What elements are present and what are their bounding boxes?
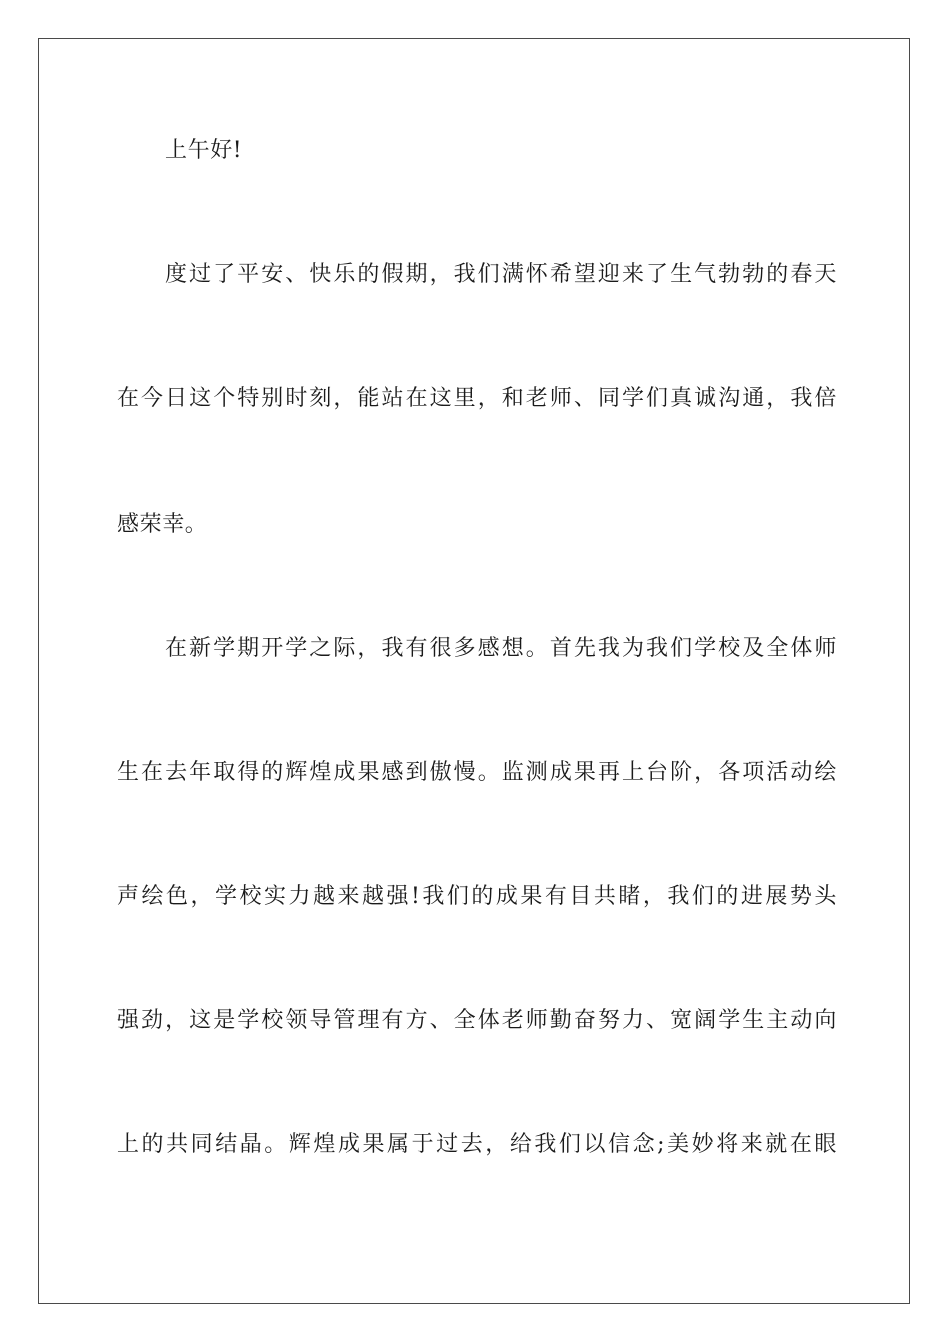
greeting-line: 上午好! [165,138,243,163]
paragraph-line: 生在去年取得的辉煌成果感到傲慢。监测成果再上台阶，各项活动绘 [117,760,837,785]
paragraph-line: 在新学期开学之际，我有很多感想。首先我为我们学校及全体师 [165,636,837,661]
paragraph-line: 上的共同结晶。辉煌成果属于过去，给我们以信念;美妙将来就在眼 [117,1132,837,1157]
paragraph-line: 感荣幸。 [117,512,208,537]
page-frame [38,38,910,1304]
paragraph-line: 强劲，这是学校领导管理有方、全体老师勤奋努力、宽阔学生主动向 [117,1008,837,1033]
paragraph-line: 在今日这个特别时刻，能站在这里，和老师、同学们真诚沟通，我倍 [117,386,837,411]
paragraph-line: 度过了平安、快乐的假期，我们满怀希望迎来了生气勃勃的春天 [165,262,837,287]
paragraph-line: 声绘色，学校实力越来越强!我们的成果有目共睹，我们的进展势头 [117,884,837,909]
